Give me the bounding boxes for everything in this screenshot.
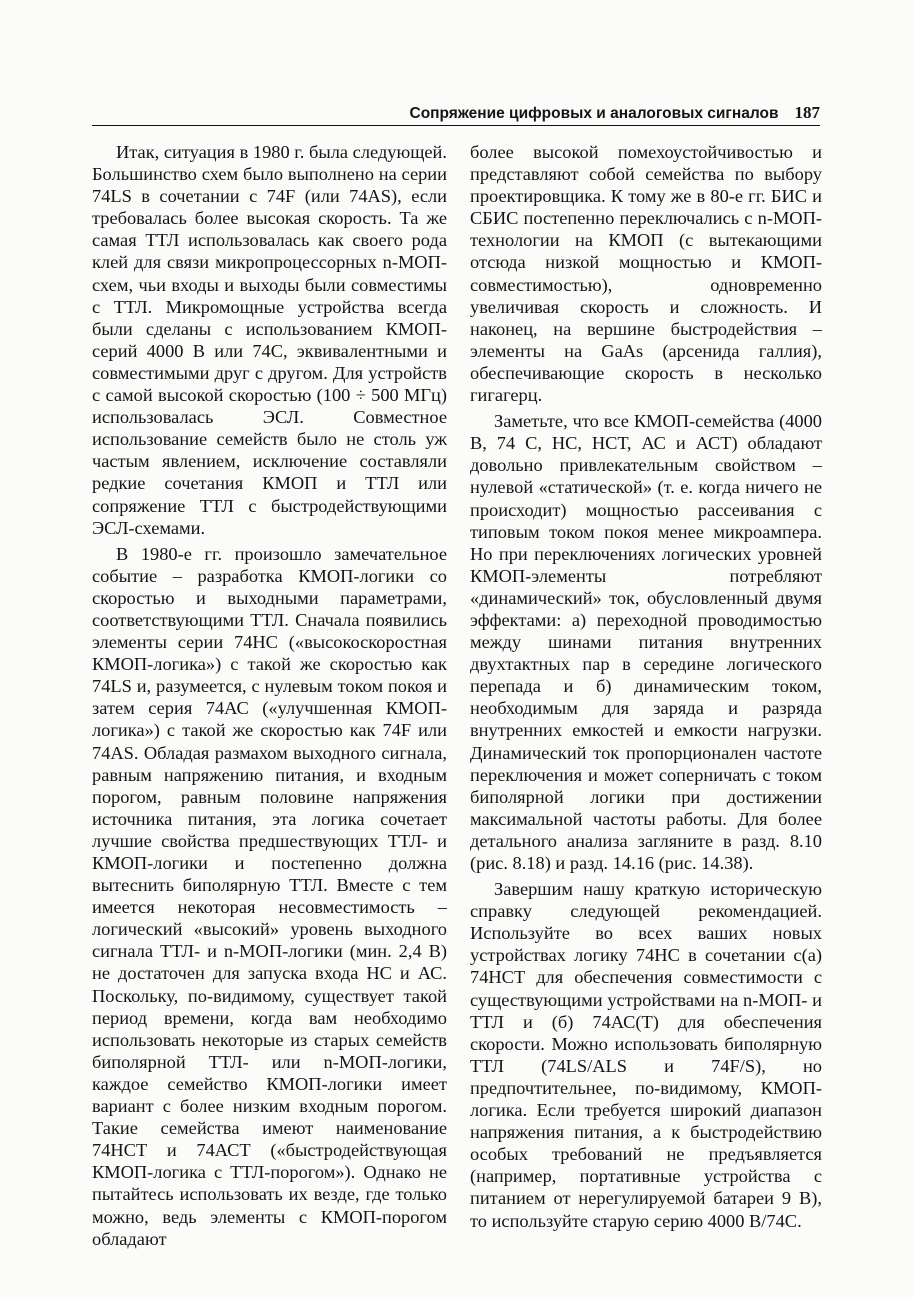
paragraph: Итак, ситуация в 1980 г. была следующей. Большинство схем было выполнено на серии 74LS в сочетании с 74F (или 74AS), если требовалась более высокая скорость. Та же самая ТТЛ использовалась как своего рода клей для связи микропроцессорных n-МОП-схем, чьи входы и выходы были совместимы с ТТЛ. Микромощные устройства всегда были сделаны с использованием КМОП-серий 4000 В или 74С, эквивалентными и совместимыми друг с другом. Для устройств с самой высокой скоростью (100 ÷ 500 МГц) использовалась ЭСЛ. Совместное использование семейств было не столь уж частым явлением, исключение составляли редкие сочетания КМОП и ТТЛ или сопряжение ТТЛ с быстродействующими ЭСЛ-схемами. xyxy=(92,142,447,538)
paragraph-continued: более высокой помехоустойчивостью и представляют собой семейства по выбору проектировщика. К тому же в 80-е гг. БИС и СБИС постепенно переключались с n-МОП-технологии на КМОП (с вытекающими отсюда низкой мощностью и КМОП-совместимостью), одновременно увеличивая скорость и сложность. И наконец, на вершине быстродействия – элементы на GaAs (арсенида галлия), обеспечивающие скорость в несколько гигагерц. xyxy=(470,142,822,406)
header-rule xyxy=(92,125,820,126)
running-header xyxy=(92,103,820,123)
left-column xyxy=(92,141,447,1250)
header-title: Сопряжение цифровых и аналоговых сигналов xyxy=(409,105,779,122)
right-column xyxy=(470,141,822,1232)
page-number: 187 xyxy=(794,103,820,122)
paragraph: Заметьте, что все КМОП-семейства (4000 В, 74 С, НС, НСТ, АС и АСТ) обладают довольно привлекательным свойством – нулевой «статической» (т. е. когда ничего не происходит) мощностью рассеивания с типовым током покоя менее микроампера. Но при переключениях логических уровней КМОП-элементы потребляют «динамический» ток, обусловленный двумя эффектами: а) переходной проводимостью между шинами питания внутренних двухтактных пар в середине логического перепада и б) динамическим током, необходимым для заряда и разряда внутренних емкостей и емкости нагрузки. Динамический ток пропорционален частоте переключения и может соперничать с током биполярной логики при достижении максимальной частоты работы. Для более детального анализа загляните в разд. 8.10 (рис. 8.18) и разд. 14.16 (рис. 14.38). xyxy=(470,411,822,873)
paragraph: Завершим нашу краткую историческую справку следующей рекомендацией. Используйте во всех ваших новых устройствах логику 74НС в сочетании с(а) 74НСТ для обеспечения совместимости с существующими устройствами на n-МОП- и ТТЛ и (б) 74АС(Т) для обеспечения скорости. Можно использовать биполярную ТТЛ (74LS/ALS и 74F/S), но предпочтительнее, по-видимому, КМОП-логика. Если требуется широкий диапазон напряжения питания, а к быстродействию особых требований не предъявляется (например, портативные устройства с питанием от нерегулируемой батареи 9 В), то используйте старую серию 4000 В/74С. xyxy=(470,879,822,1231)
paragraph: В 1980-е гг. произошло замечательное событие – разработка КМОП-логики со скоростью и выходными параметрами, соответствующими ТТЛ. Сначала появились элементы серии 74НС («высокоскоростная КМОП-логика») с такой же скоростью как 74LS и, разумеется, с нулевым током покоя и затем серия 74АС («улучшенная КМОП-логика») с такой же скоростью как 74F или 74AS. Обладая размахом выходного сигнала, равным напряжению питания, и входным порогом, равным половине напряжения источника питания, эта логика сочетает лучшие свойства предшествующих ТТЛ- и КМОП-логики и постепенно должна вытеснить биполярную ТТЛ. Вместе с тем имеется некоторая несовместимость – логический «высокий» уровень выходного сигнала ТТЛ- и n-МОП-логики (мин. 2,4 В) не достаточен для запуска входа НС и АС. Поскольку, по-видимому, существует такой период времени, когда вам необходимо использовать некоторые из старых семейств биполярной ТТЛ- или n-МОП-логики, каждое семейство КМОП-логики имеет вариант с более низким входным порогом. Такие семейства имеют наименование 74НСТ и 74АСТ («быстродействующая КМОП-логика с ТТЛ-порогом»). Однако не пытайтесь использовать их везде, где только можно, ведь элементы с КМОП-порогом обладают xyxy=(92,543,447,1249)
